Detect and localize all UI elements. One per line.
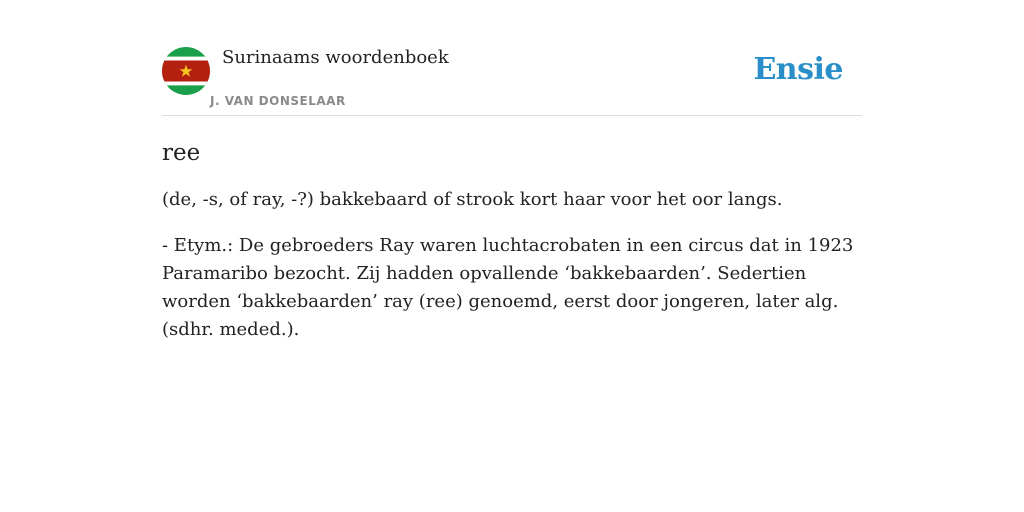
ensie-logo-link[interactable]: Ensie: [753, 52, 843, 87]
headword: ree: [162, 140, 201, 166]
dictionary-header: [162, 46, 862, 116]
etymology-text: - Etym.: De gebroeders Ray waren luchtacrobaten in een circus dat in 1923 Paramaribo bezocht. Zij hadden opvallende ‘bakkebaarden’. Sedertien worden ‘bakkebaarden’ ray (ree) genoemd, eerst door jongeren, later alg. (sdhr. meded.).: [162, 235, 854, 340]
suriname-flag-icon[interactable]: [162, 47, 210, 95]
dictionary-title-link[interactable]: Surinaams woordenboek: [222, 47, 449, 68]
definition-text: (de, -s, of ray, -?) bakkebaard of strook kort haar voor het oor langs.: [162, 189, 783, 210]
entry-card: [162, 46, 862, 344]
author-label: J. VAN DONSELAAR: [210, 94, 346, 108]
